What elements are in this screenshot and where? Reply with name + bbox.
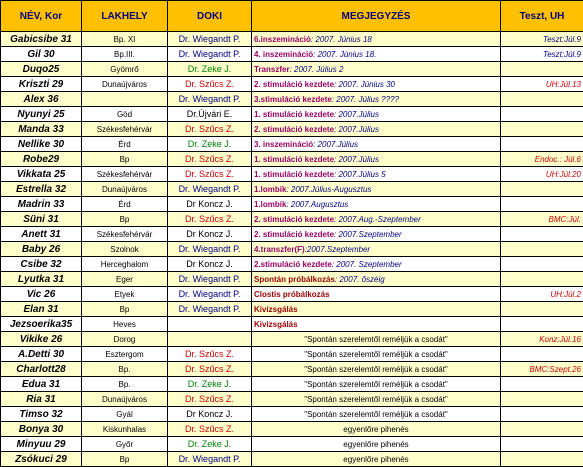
row-test: BMC:Júl. [501, 212, 583, 227]
note-detail: : 2007.Szeptember [334, 230, 402, 239]
row-note [252, 347, 501, 362]
table-row [1, 227, 583, 242]
row-test: BMC:Szept.26 [501, 362, 583, 377]
table-row [1, 107, 583, 122]
table-row [1, 182, 583, 197]
row-name: Robe29 [1, 152, 82, 167]
row-doctor: Dr. Szűcs Z. [168, 392, 252, 407]
row-city: Érd [82, 137, 168, 152]
row-note [252, 62, 501, 77]
note-detail: "Spontán szerelemtől reméljük a csodát" [304, 335, 448, 344]
header-doctor: DOKI [168, 1, 252, 32]
row-doctor: Dr. Szűcs Z. [168, 167, 252, 182]
row-city: Etyek [82, 287, 168, 302]
row-test [501, 257, 583, 272]
note-highlight: 1. stimuláció kezdete [254, 155, 334, 164]
row-city: Székesfehérvár [82, 122, 168, 137]
row-test [501, 137, 583, 152]
row-doctor: Dr. Wiegandt P. [168, 182, 252, 197]
row-doctor: Dr. Wiegandt P. [168, 452, 252, 467]
row-doctor: Dr. Wiegandt P. [168, 242, 252, 257]
row-test: UH:Júl.2 [501, 287, 583, 302]
row-note [252, 182, 501, 197]
row-doctor: Dr. Szűcs Z. [168, 152, 252, 167]
table-row [1, 437, 583, 452]
note-highlight: 1.lombik [254, 185, 286, 194]
row-note [252, 167, 501, 182]
row-test [501, 272, 583, 287]
row-doctor: Dr Koncz J. [168, 257, 252, 272]
note-highlight: 4.transzfer(F) [254, 245, 305, 254]
row-name: Vikkata 25 [1, 167, 82, 182]
row-name: Timso 32 [1, 407, 82, 422]
row-city: Esztergom [82, 347, 168, 362]
row-test: Teszt:Júl.9 [501, 32, 583, 47]
row-doctor: Dr. Wiegandt P. [168, 47, 252, 62]
row-name: Gabicsibe 31 [1, 32, 82, 47]
row-note [252, 197, 501, 212]
row-doctor [168, 332, 252, 347]
note-detail: : 2007. Szeptember [332, 260, 402, 269]
row-test: Endoc.: Júl.6 [501, 152, 583, 167]
row-name: Edua 31 [1, 377, 82, 392]
header-name: NÉV, Kor [1, 1, 82, 32]
note-highlight: 2. stimuláció kezdete [254, 215, 334, 224]
note-detail: egyenlőre pihenés [343, 455, 408, 464]
table-row [1, 377, 583, 392]
note-detail: : 2007. Június 30 [334, 80, 395, 89]
row-note [252, 212, 501, 227]
row-name: Gil 30 [1, 47, 82, 62]
row-test: UH:Júl.20 [501, 167, 583, 182]
row-note [252, 47, 501, 62]
row-note [252, 92, 501, 107]
note-detail: "Spontán szerelemtől reméljük a csodát" [304, 410, 448, 419]
table-row [1, 407, 583, 422]
row-doctor: Dr. Szűcs Z. [168, 77, 252, 92]
row-city: Bp [82, 212, 168, 227]
row-name: Baby 26 [1, 242, 82, 257]
row-name: Duqo25 [1, 62, 82, 77]
row-test [501, 317, 583, 332]
note-highlight: Transzfer [254, 65, 290, 74]
row-city: Székesfehérvár [82, 167, 168, 182]
header-note: MEGJEGYZÉS [252, 1, 501, 32]
row-note [252, 287, 501, 302]
row-test [501, 437, 583, 452]
note-highlight: 2. stimuláció kezdete [254, 230, 334, 239]
note-detail: egyenlőre pihenés [343, 440, 408, 449]
row-test: UH:Júl.13 [501, 77, 583, 92]
row-doctor: Dr Koncz J. [168, 407, 252, 422]
note-highlight: 3. inszemináció [254, 140, 313, 149]
table-row [1, 362, 583, 377]
row-name: Jezsoerika35 [1, 317, 82, 332]
table-row [1, 302, 583, 317]
table-row [1, 32, 583, 47]
row-doctor: Dr. Wiegandt P. [168, 32, 252, 47]
row-city: Bp [82, 452, 168, 467]
table-row [1, 317, 583, 332]
note-detail: : 2007. Július 2 [290, 65, 344, 74]
row-city: Székesfehérvár [82, 227, 168, 242]
row-name: Nyunyi 25 [1, 107, 82, 122]
note-highlight: 1. stimuláció kezdete [254, 110, 334, 119]
note-detail: : 2007.Július [334, 125, 379, 134]
row-city: Dunaújváros [82, 182, 168, 197]
table-row [1, 167, 583, 182]
row-note [252, 422, 501, 437]
table-row [1, 347, 583, 362]
note-detail: "Spontán szerelemtől reméljük a csodát" [304, 395, 448, 404]
row-city: Eger [82, 272, 168, 287]
row-doctor: Dr Koncz J. [168, 227, 252, 242]
row-name: Vic 26 [1, 287, 82, 302]
row-name: Csibe 32 [1, 257, 82, 272]
row-note [252, 227, 501, 242]
note-highlight: 6.inszemináció [254, 35, 311, 44]
row-city: Gyál [82, 407, 168, 422]
note-highlight: 1.lombik [254, 200, 286, 209]
row-test [501, 227, 583, 242]
row-doctor: Dr. Wiegandt P. [168, 287, 252, 302]
row-name: Anett 31 [1, 227, 82, 242]
note-highlight: 3.stimuláció kezdete [254, 95, 332, 104]
row-name: Charlott28 [1, 362, 82, 377]
row-doctor: Dr. Wiegandt P. [168, 272, 252, 287]
table-header [1, 1, 583, 32]
row-name: Manda 33 [1, 122, 82, 137]
table-row [1, 77, 583, 92]
row-city: Heves [82, 317, 168, 332]
row-name: Süni 31 [1, 212, 82, 227]
row-test: Konz:Júl.16 [501, 332, 583, 347]
row-test [501, 377, 583, 392]
row-name: Vikike 26 [1, 332, 82, 347]
note-highlight: Kivizsgálás [254, 305, 298, 314]
row-name: Ria 31 [1, 392, 82, 407]
row-test [501, 422, 583, 437]
note-detail: : 2007. Június 18 [311, 35, 372, 44]
row-test [501, 92, 583, 107]
row-city: Dorog [82, 332, 168, 347]
row-test [501, 302, 583, 317]
note-highlight: 1. stimuláció kezdete [254, 170, 334, 179]
row-test [501, 452, 583, 467]
note-highlight: Spontán próbálkozás [254, 275, 335, 284]
row-name: Bonya 30 [1, 422, 82, 437]
row-note [252, 242, 501, 257]
row-city: Dunaújváros [82, 77, 168, 92]
row-city: Bp. [82, 362, 168, 377]
row-name: Kriszti 29 [1, 77, 82, 92]
row-test [501, 107, 583, 122]
table-row [1, 452, 583, 467]
table-row [1, 257, 583, 272]
row-note [252, 452, 501, 467]
note-highlight: Kivizsgálás [254, 320, 298, 329]
row-name: Elan 31 [1, 302, 82, 317]
table-row [1, 92, 583, 107]
note-highlight: 2. stimuláció kezdete [254, 125, 334, 134]
note-detail: egyenlőre pihenés [343, 425, 408, 434]
row-city: Bp [82, 302, 168, 317]
row-city: Kiskunhalas [82, 422, 168, 437]
row-doctor: Dr.Újvári E. [168, 107, 252, 122]
row-name: Nellike 30 [1, 137, 82, 152]
note-detail: "Spontán szerelemtől reméljük a csodát" [304, 380, 448, 389]
row-note [252, 77, 501, 92]
row-city: Göd [82, 107, 168, 122]
row-note [252, 317, 501, 332]
row-doctor: Dr. Wiegandt P. [168, 302, 252, 317]
table-row [1, 272, 583, 287]
row-test [501, 407, 583, 422]
row-doctor: Dr. Szűcs Z. [168, 212, 252, 227]
row-name: Madrin 33 [1, 197, 82, 212]
table-row [1, 332, 583, 347]
table-row [1, 62, 583, 77]
table-row [1, 392, 583, 407]
note-detail: : 2007.Július 5 [334, 170, 386, 179]
row-name: Estrella 32 [1, 182, 82, 197]
note-detail: : 2007.Július [334, 155, 379, 164]
row-city: Bp.III. [82, 47, 168, 62]
row-note [252, 437, 501, 452]
row-city: Herceghalom [82, 257, 168, 272]
note-detail: "Spontán szerelemtől reméljük a csodát" [304, 365, 448, 374]
row-note [252, 407, 501, 422]
row-city: Érd [82, 197, 168, 212]
row-city: Bp [82, 152, 168, 167]
note-detail: "Spontán szerelemtől reméljük a csodát" [304, 350, 448, 359]
table-row [1, 287, 583, 302]
row-doctor: Dr. Zeke J. [168, 377, 252, 392]
row-note [252, 272, 501, 287]
note-detail: : 2007.Július-Augusztus [286, 185, 371, 194]
note-detail: : 2007. Július ???? [332, 95, 399, 104]
row-test [501, 122, 583, 137]
row-doctor: Dr. Zeke J. [168, 437, 252, 452]
row-name: Alex 36 [1, 92, 82, 107]
note-detail: : 2007.Július [334, 110, 379, 119]
row-doctor: Dr. Zeke J. [168, 62, 252, 77]
row-city: Győr [82, 437, 168, 452]
row-test: Teszt:Júl.9 [501, 47, 583, 62]
table-row [1, 122, 583, 137]
row-doctor: Dr. Szűcs Z. [168, 122, 252, 137]
note-highlight: 4. inszemináció [254, 50, 313, 59]
note-detail: :2007.Szeptember [305, 245, 370, 254]
note-detail: : 2007. Június 18. [313, 50, 376, 59]
row-test [501, 182, 583, 197]
row-doctor [168, 317, 252, 332]
row-name: Lyutka 31 [1, 272, 82, 287]
row-name: Minyuu 29 [1, 437, 82, 452]
row-test [501, 197, 583, 212]
row-test [501, 62, 583, 77]
row-name: A.Detti 30 [1, 347, 82, 362]
row-test [501, 347, 583, 362]
note-detail: : 2007. őszéig [335, 275, 385, 284]
row-note [252, 302, 501, 317]
row-city: Dunaújváros [82, 392, 168, 407]
table-row [1, 47, 583, 62]
row-doctor: Dr. Szűcs Z. [168, 422, 252, 437]
header-test: Teszt, UH [501, 1, 583, 32]
row-city [82, 92, 168, 107]
row-test [501, 242, 583, 257]
row-note [252, 152, 501, 167]
row-doctor: Dr. Wiegandt P. [168, 92, 252, 107]
row-test [501, 392, 583, 407]
row-note [252, 137, 501, 152]
row-note [252, 32, 501, 47]
note-highlight: 2.stimuláció kezdete [254, 260, 332, 269]
note-detail: : 2007.Aug.-Szeptember [334, 215, 421, 224]
table-row [1, 422, 583, 437]
row-note [252, 377, 501, 392]
note-detail: : 2007.Augusztus [286, 200, 348, 209]
row-doctor: Dr Koncz J. [168, 197, 252, 212]
table-row [1, 197, 583, 212]
row-note [252, 122, 501, 137]
row-name: Zsókuci 29 [1, 452, 82, 467]
row-note [252, 362, 501, 377]
row-city: Bp. [82, 377, 168, 392]
note-detail: : 2007.Július [313, 140, 358, 149]
row-doctor: Dr. Szűcs Z. [168, 362, 252, 377]
row-note [252, 107, 501, 122]
table-row [1, 152, 583, 167]
table-row [1, 212, 583, 227]
note-highlight: 2. stimuláció kezdete [254, 80, 334, 89]
row-city: Szolnok [82, 242, 168, 257]
row-note [252, 332, 501, 347]
row-doctor: Dr. Szűcs Z. [168, 347, 252, 362]
table-row [1, 242, 583, 257]
row-city: Bp. XI [82, 32, 168, 47]
table-body [1, 32, 583, 467]
table-row [1, 137, 583, 152]
note-highlight: Clostis próbálkozás [254, 290, 330, 299]
header-city: LAKHELY [82, 1, 168, 32]
row-city: Gyömrő [82, 62, 168, 77]
row-doctor: Dr. Zeke J. [168, 137, 252, 152]
row-note [252, 257, 501, 272]
row-note [252, 392, 501, 407]
